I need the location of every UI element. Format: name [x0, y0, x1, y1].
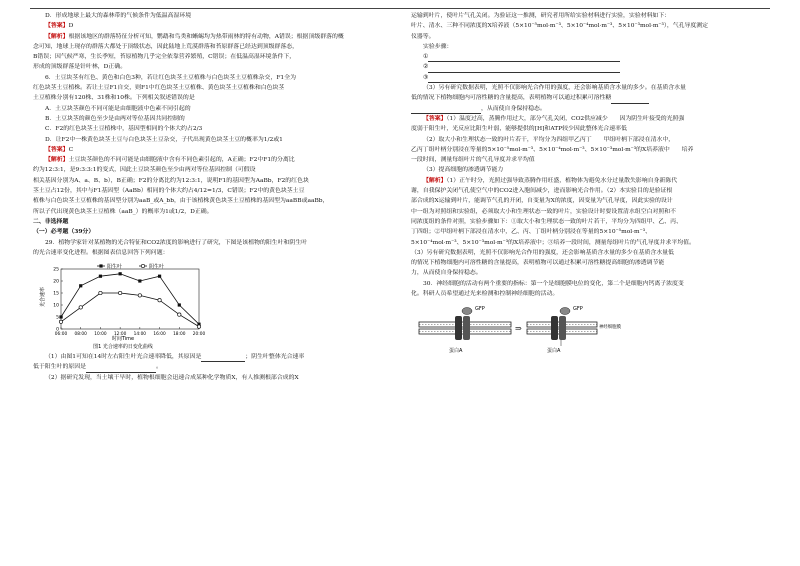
x-tick-label: 08:00	[74, 332, 87, 338]
analysis-text: B错误；因气候严寒，生长季短，苔原植物几乎完全依靠营养繁殖，C错误；在低温高湿环境条件下，	[33, 54, 296, 61]
question-text: 低于阳生叶的原因是	[33, 364, 87, 371]
analysis-text: 约为12:3:1，是9:3:3:1的变式，因此土豆块茎颜色至少由两对等位基因控制（可假设	[33, 167, 256, 174]
q29-continued: 运输到叶片，使叶片气孔关闭。为验证这一推测，研究者用所给实验材料进行实验，实验材料如下：	[411, 13, 671, 19]
y-tick-label: 0	[56, 327, 59, 333]
analysis-text: 根据该地区的群落特征分析可知，鹦鹉和鸟类和蜥蜴均为热带雨林的特有动物，A错误；根据顶级群落的概	[68, 33, 344, 40]
step-line-2	[411, 62, 767, 72]
protein-a-left	[455, 308, 472, 341]
x-tick-label: 18:00	[173, 332, 186, 338]
analysis-text: （3）另有研究数据表明，光照不仅影响光合作用的强度，还会影响基质含水量的多少在基质含水量低	[411, 249, 674, 256]
q5-analysis	[33, 32, 383, 42]
analysis-text: 力，从而使自身保持稳态。	[411, 270, 482, 277]
q30-stem: 30．神经细胞的活动有两个重要的指标：第一个是细胞膜电位的变化，第二个是细胞内钙离子浓度变	[423, 280, 684, 287]
q6-stem: 红色块茎土豆植株。若让土豆F1自交，则F1中红色块茎土豆植株、黄色块茎土豆植株和白色块茎	[33, 85, 285, 92]
analysis-label: 【解析】	[423, 176, 447, 184]
x-tick-label: 06:00	[54, 332, 68, 338]
analysis-text: 相关基因分别为A、a、B、b），B正确；F2的分离比约为12:3:1，说明F1的基因型为AaBb，F2的红色块	[33, 177, 309, 184]
q6-stem: 土豆植株分别有120株、31株和10株。下列相关叙述错误的是	[33, 95, 195, 102]
plot-frame	[61, 269, 199, 329]
q5-option-d: D．形成地球上最大的森林带的气候条件为低温高湿环境	[45, 13, 192, 19]
answer-text: 乙丙丁组叶柄分别浸在等量的5×10⁻⁵mol·m⁻³、5×10⁻⁴mol·m⁻³、5×10⁻³mol·m⁻³的X培养液中 培养	[411, 146, 694, 153]
analysis-label: 【解析】	[45, 32, 69, 40]
analysis-text: 植株与白色块茎土豆植株的基因型分别为aaB_或A_bb，由于该植株黄色块茎土豆植株的基因型为aaBB或aaBb，	[33, 198, 329, 205]
data-point	[79, 306, 82, 309]
series-line-1	[61, 293, 199, 327]
q6-answer	[33, 145, 383, 155]
question-text: （1）由图1可知在14时左右阳生叶光合速率降低，其原因是	[45, 354, 202, 361]
protein-label: 蛋白A	[449, 348, 463, 355]
chart-xlabel: 时间Time	[111, 336, 135, 343]
step-line-3: ③	[411, 73, 767, 83]
arrow-icon: ⇒	[515, 324, 522, 334]
data-point	[99, 291, 102, 294]
membrane-protein-figure	[415, 302, 625, 358]
q6-option-c: C．F2的红色块茎土豆植株中，基因型相同的个体大约占2/3	[45, 126, 203, 133]
step-number: ②	[423, 64, 429, 71]
steps-title: 实验步骤：	[423, 43, 453, 50]
gfp-label: GFP	[475, 306, 485, 313]
answer-blank[interactable]	[201, 353, 245, 362]
gfp-label: GFP	[573, 306, 583, 313]
photosynthesis-chart	[39, 259, 209, 351]
q30-stem: 化。科研人员希望通过光来检测和控制神经细胞的活动。	[411, 291, 559, 298]
q29-answer	[411, 114, 767, 124]
q6-option-d: D．让F2中一株黄色块茎土豆与白色块茎土豆杂交，子代出现黄色块茎土豆的概率为1/2或1	[45, 136, 283, 143]
legend-label: 阴生叶	[149, 263, 165, 270]
legend-label: 阳生叶	[107, 263, 123, 270]
y-tick-label: 25	[53, 267, 59, 273]
answer-text: （1）温度过高，蒸腾作用过大，部分气孔关闭，CO2供应减少 因为阴生叶接受的光照强	[446, 115, 685, 122]
q6-stem: 6．土豆块茎有红色、黄色和白色3种，若让红色块茎土豆植株与白色块茎土豆植株杂交，F1全为	[45, 74, 296, 81]
q29-stem: 29．植物学家针对某植物的光合特征和CO2浓度的影响进行了研究，下图是该植物的阳生叶和阴生叶	[45, 239, 308, 246]
data-point	[59, 316, 62, 319]
answer-label: 【答案】	[423, 114, 447, 122]
x-tick-label: 12:00	[113, 332, 127, 338]
analysis-label: 【解析】	[45, 156, 69, 164]
answer-blank[interactable]	[428, 64, 620, 73]
data-point	[158, 299, 161, 302]
step-number: ①	[423, 54, 429, 61]
q29-analysis	[411, 176, 767, 186]
x-tick-label: 10:00	[94, 332, 107, 338]
answer-label: 【答案】	[45, 22, 69, 30]
answer-blank[interactable]	[428, 53, 620, 62]
answer-label: 【答案】	[45, 145, 69, 153]
answer-text: （3）提高细胞的渗透调节能力	[423, 167, 504, 174]
answer-text: 一段时间，测量每组叶片的气孔导度并求平均值	[411, 157, 535, 164]
q29-part3: （3）另有研究数据表明，光照不仅影响光合作用的强度，还会影响基质含水量的多少。在基质含水量	[423, 85, 686, 92]
analysis-text: 的情况下植物细胞内可溶性糖的含量提高，表明植物可以通过积累可溶性糖提高细胞的渗透调节能	[411, 260, 665, 267]
analysis-text: 中一组为对照组和实验组，必须取大小和生理状态一致的叶片，实验设计时要设置清水组空白对照和不	[411, 208, 677, 215]
data-point	[59, 320, 62, 323]
y-tick-label: 10	[53, 303, 59, 309]
answer-blank[interactable]	[86, 364, 156, 373]
data-point	[119, 272, 122, 275]
q6-option-a: A．土豆块茎颜色不同可能是由细胞液中色素不同引起的	[45, 105, 191, 112]
data-point	[118, 291, 121, 294]
section-title: 二、非选择题	[33, 217, 69, 225]
q29-part1-cont: 低于阳生叶的原因是 。	[33, 362, 383, 372]
step-line-1	[411, 52, 767, 62]
legend-marker	[99, 265, 102, 268]
answer-text: （2）取大小和生理状态一致的叶片若干，平均分为四组甲乙丙丁 甲组叶柄下部浸在清水中，	[423, 136, 675, 143]
q29-part3	[411, 104, 767, 114]
analysis-text: 5×10⁻⁴mol·m⁻³、5×10⁻³mol·m⁻³的X培养液中；③培养一段时间，测量每组叶片的气孔导度并求平均值。	[411, 239, 695, 246]
chart-title: 图1 光合速率的日变化曲线	[93, 344, 153, 351]
right-column	[411, 11, 767, 358]
data-point	[178, 304, 181, 307]
answer-value: C	[68, 146, 74, 153]
answer-blank[interactable]	[611, 95, 649, 104]
q29-part1	[33, 352, 383, 362]
q29-continued: 仪器等。	[411, 33, 435, 40]
data-point	[158, 275, 161, 278]
analysis-text: 同浓度组的条件对照，实验步骤如下：①取大小和生理状态一致的叶片若干，平均分为四组甲、乙、丙、	[411, 218, 682, 225]
question-text: ，从而使自身保持稳态。	[481, 105, 546, 112]
q6-option-b: B．土豆块茎的颜色至少是由两对等位基因共同控制的	[45, 115, 185, 122]
analysis-text: 所以子代出现黄色块茎土豆植株（aaB_）的概率为1或1/2，D正确。	[33, 208, 213, 215]
answer-value: D	[68, 23, 74, 30]
y-tick-label: 15	[53, 291, 59, 297]
header-rule	[30, 8, 770, 9]
x-tick-label: 16:00	[153, 332, 166, 338]
left-column	[33, 11, 383, 383]
analysis-text: 形成的顶级群落是针叶林，D正确。	[33, 64, 127, 71]
question-text: 低的情况下植物细胞内可溶性糖的含量提高，表明植物可以通过积累可溶性糖	[411, 95, 612, 102]
chart-ylabel: 光合速率	[40, 287, 46, 308]
q29-part3	[411, 93, 767, 103]
analysis-text: 部合成的X运输到叶片，能调节气孔的开闭，自变量为X的浓度，因变量为气孔导度，因此实验的设计	[411, 198, 673, 205]
analysis-text: （1）正午时分，光照过强导致蒸腾作用旺盛，植物体为避免水分过量散失影响自身新陈代	[446, 177, 678, 184]
analysis-text: 土豆块茎颜色的不同可能是由细胞液中含有不同色素引起的，A正确；F2中F1的分离比	[68, 157, 295, 164]
analysis-text: 谢，自我保护关闭气孔使空气中的CO2进入胞间减少，进而影响光合作用。（2）本实验目的是验证根	[411, 188, 673, 195]
data-point	[178, 313, 181, 316]
answer-text: 度弱于阳生叶，光反应比阳生叶弱，能够提供的[H]和ATP较少因此整体光合速率低	[411, 126, 627, 133]
y-tick-label: 5	[56, 315, 59, 321]
data-point	[197, 325, 200, 328]
answer-blank[interactable]	[411, 105, 481, 114]
data-point	[138, 294, 141, 297]
answer-blank[interactable]	[428, 74, 620, 83]
q6-analysis	[33, 155, 383, 165]
q29-continued: 叶片、清水、三种不同浓度的X培养液（5×10⁻⁵mol·m⁻³、5×10⁻⁴mol·m⁻³、5×10⁻³mol·m⁻³），气孔导度测定	[411, 23, 709, 30]
q29-part2: （2）据研究发现，当土壤干旱时，植物根细胞会迅速合成某种化学物质X，有人推测根部合成的X	[45, 374, 299, 381]
analysis-text: 丁四组；②甲组叶柄下部浸在清水中，乙、丙、丁组叶柄分别浸在等量的5×10⁻⁵mol·m⁻³、	[411, 229, 651, 236]
q5-answer	[33, 21, 383, 31]
protein-label: 蛋白A	[547, 348, 561, 355]
data-point	[99, 275, 102, 278]
y-tick-label: 20	[53, 279, 59, 285]
x-tick-label: 20:00	[192, 332, 206, 338]
section-subtitle: （一）必考题（39分）	[33, 228, 95, 236]
chart-series	[59, 272, 200, 328]
analysis-text: 茎土豆占12份，其中与F1基因型（AaBb）相同的个体大约占4/12=1/3，C错误；F2中的黄色块茎土豆	[33, 188, 305, 195]
x-tick-label: 14:00	[133, 332, 147, 338]
q29-stem: 的光合速率变化进程。根据图表信息回答下列问题：	[33, 249, 169, 256]
question-text: ；阴生叶整体光合速率	[245, 354, 305, 361]
data-point	[138, 280, 141, 283]
membrane-label: 神经细胞膜	[599, 325, 621, 331]
analysis-text: 念可知，地球上现存的群落大都处于顶级状态，因此陆地上荒漠群落和苔原群落已经达到顶级群落态，	[33, 43, 299, 50]
data-point	[79, 284, 82, 287]
legend-marker	[141, 264, 144, 267]
series-line-0	[61, 274, 199, 324]
